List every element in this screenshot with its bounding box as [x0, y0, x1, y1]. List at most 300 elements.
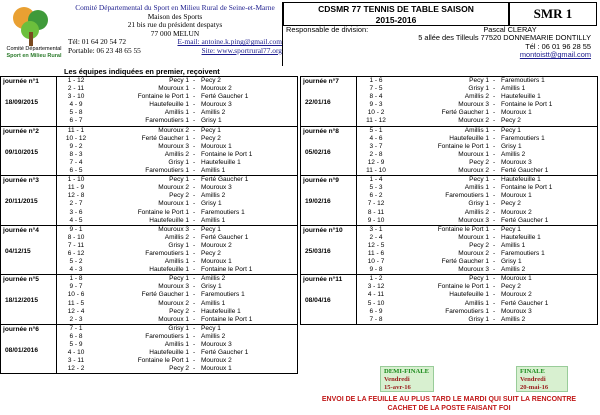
home-team: Faremoutiers 1 — [145, 167, 189, 175]
org-email-link[interactable]: E-mail: antoine.k.ping@gmail.com — [177, 37, 282, 47]
match-pairing: 2 - 4 — [369, 233, 383, 241]
journee-block — [1, 275, 297, 325]
match-pairing: 12 - 4 — [67, 307, 85, 315]
versus-dash: - — [493, 216, 496, 224]
match-row — [357, 200, 597, 208]
match-row — [57, 192, 297, 200]
away-team: Amillis 2 — [201, 192, 226, 200]
journee-label-cell — [301, 77, 357, 126]
away-team: Fontaine le Port 1 — [501, 101, 553, 109]
journee-date: 04/12/15 — [5, 247, 31, 255]
match-pairing: 9 - 7 — [69, 283, 83, 291]
versus-dash: - — [493, 258, 496, 266]
match-row — [357, 77, 597, 85]
versus-dash: - — [493, 291, 496, 299]
away-team: Pecy 2 — [201, 134, 221, 142]
match-pairing: 1 - 8 — [69, 275, 83, 283]
match-pairing: 7 - 5 — [369, 85, 383, 93]
match-list — [57, 176, 297, 225]
journee-number: journée n°10 — [303, 226, 343, 234]
match-row — [57, 159, 297, 167]
match-list — [57, 325, 297, 374]
away-team: Mouroux 2 — [201, 241, 232, 249]
match-row — [57, 117, 297, 125]
away-team: Fontaine le Port 1 — [201, 150, 253, 158]
match-pairing: 3 - 7 — [369, 142, 383, 150]
journee-date: 08/04/16 — [305, 297, 331, 305]
responsable-email-link[interactable]: montoistt@gmail.com — [519, 50, 591, 60]
match-row — [357, 266, 597, 274]
away-team: Pecy 1 — [201, 126, 221, 134]
match-row — [57, 365, 297, 373]
match-row — [57, 291, 297, 299]
versus-dash: - — [193, 192, 196, 200]
home-team-note: Les équipes indiquées en premier, reçoivent — [64, 67, 220, 76]
versus-dash: - — [193, 176, 196, 184]
match-row — [57, 325, 297, 333]
versus-dash: - — [493, 85, 496, 93]
match-list — [357, 77, 597, 126]
match-pairing: 9 - 3 — [369, 101, 383, 109]
versus-dash: - — [493, 299, 496, 307]
versus-dash: - — [493, 200, 496, 208]
versus-dash: - — [493, 101, 496, 109]
versus-dash: - — [193, 77, 196, 84]
match-row — [57, 200, 297, 208]
match-list — [357, 176, 597, 225]
match-row — [57, 135, 297, 143]
away-team: Pecy 2 — [201, 249, 221, 257]
journee-date: 05/02/16 — [305, 148, 331, 156]
match-row — [57, 184, 297, 192]
home-team: Amillis 1 — [164, 258, 189, 266]
versus-dash: - — [193, 349, 196, 357]
home-team: Faremoutiers 1 — [445, 307, 489, 315]
home-team: Pecy 2 — [169, 307, 189, 315]
versus-dash: - — [493, 266, 496, 274]
home-team: Mouroux 3 — [458, 101, 489, 109]
versus-dash: - — [193, 299, 196, 307]
home-team: Amillis 1 — [464, 184, 489, 192]
match-pairing: 8 - 11 — [367, 208, 385, 216]
away-team: Grisy 1 — [201, 200, 222, 208]
match-pairing: 9 - 1 — [69, 225, 83, 233]
versus-dash: - — [193, 200, 196, 208]
away-team: Mouroux 2 — [501, 208, 532, 216]
match-list — [57, 226, 297, 275]
logo-line-2: Sport en Milieu Rural — [6, 53, 62, 59]
home-team: Pecy 1 — [169, 176, 189, 184]
journee-number: journée n°2 — [3, 127, 39, 135]
org-line-2: Maison des Sports — [147, 11, 203, 21]
match-pairing: 2 - 7 — [69, 200, 83, 208]
match-pairing: 3 - 6 — [69, 208, 83, 216]
home-team: Pecy 2 — [169, 365, 189, 373]
match-pairing: 6 - 8 — [69, 332, 83, 340]
versus-dash: - — [493, 192, 496, 200]
versus-dash: - — [193, 341, 196, 348]
match-pairing: 11 - 12 — [366, 117, 386, 125]
away-team: Hautefeuille 1 — [501, 233, 541, 241]
journee-date: 20/11/2015 — [5, 198, 38, 206]
away-team: Faremoutiers 1 — [501, 77, 545, 84]
match-row — [357, 167, 597, 175]
logo-caption — [0, 46, 68, 60]
versus-dash: - — [193, 93, 196, 101]
home-team: Hautefeuille 1 — [149, 101, 189, 109]
match-pairing: 4 - 6 — [369, 134, 383, 142]
responsable-label: Responsable de division: — [286, 25, 369, 34]
match-row — [357, 316, 597, 324]
match-row — [57, 341, 297, 349]
header — [0, 0, 600, 70]
away-team: Pecy 2 — [501, 283, 521, 291]
versus-dash: - — [493, 126, 496, 134]
match-row — [57, 300, 297, 308]
away-team: Fontaine le Port 1 — [201, 266, 253, 274]
versus-dash: - — [193, 357, 196, 365]
versus-dash: - — [493, 283, 496, 291]
versus-dash: - — [493, 315, 496, 323]
versus-dash: - — [193, 117, 196, 125]
match-list — [57, 127, 297, 176]
journee-block — [1, 325, 297, 374]
match-pairing: 1 - 2 — [369, 275, 383, 283]
home-team: Fontaine le Port 1 — [437, 283, 489, 291]
home-team: Amillis 1 — [464, 126, 489, 134]
match-row — [57, 250, 297, 258]
match-row — [357, 109, 597, 117]
versus-dash: - — [493, 275, 496, 283]
home-team: Mouroux 2 — [458, 167, 489, 175]
away-team: Mouroux 2 — [201, 357, 232, 365]
journee-block — [1, 127, 297, 177]
match-row — [57, 316, 297, 324]
home-team: Mouroux 3 — [158, 283, 189, 291]
match-row — [57, 143, 297, 151]
journee-label-cell — [1, 176, 57, 225]
home-team: Grisy 1 — [168, 158, 189, 166]
away-team: Pecy 1 — [201, 324, 221, 332]
match-pairing: 2 - 8 — [369, 150, 383, 158]
home-team: Mouroux 1 — [158, 315, 189, 323]
journee-number: journée n°6 — [3, 325, 39, 333]
away-team: Fontaine le Port 1 — [201, 315, 253, 323]
journee-label-cell — [301, 127, 357, 176]
journee-date: 19/02/16 — [305, 198, 331, 206]
away-team: Mouroux 3 — [201, 101, 232, 109]
match-row — [357, 135, 597, 143]
match-row — [57, 275, 297, 283]
match-pairing: 9 - 8 — [369, 266, 383, 274]
journee-block — [301, 226, 597, 276]
journee-label-cell — [301, 275, 357, 324]
journee-label-cell — [1, 77, 57, 126]
home-team: Amillis 2 — [464, 93, 489, 101]
home-team: Mouroux 3 — [158, 142, 189, 150]
home-team: Fontaine le Port 1 — [437, 142, 489, 150]
match-row — [357, 209, 597, 217]
match-row — [57, 151, 297, 159]
match-pairing: 6 - 12 — [67, 249, 85, 257]
match-row — [57, 109, 297, 117]
match-pairing: 3 - 11 — [67, 357, 85, 365]
away-team: Faremoutiers 1 — [201, 208, 245, 216]
match-pairing: 2 - 3 — [69, 315, 83, 323]
versus-dash: - — [493, 150, 496, 158]
match-row — [357, 176, 597, 184]
match-pairing: 7 - 11 — [67, 241, 85, 249]
match-row — [57, 283, 297, 291]
away-team: Mouroux 3 — [201, 184, 232, 192]
match-row — [57, 266, 297, 274]
match-row — [357, 226, 597, 234]
home-team: Mouroux 2 — [158, 299, 189, 307]
match-row — [57, 101, 297, 109]
home-team: Fontaine le Port 1 — [137, 357, 189, 365]
journee-date: 18/12/2015 — [5, 297, 39, 305]
organization-block — [68, 4, 282, 68]
match-pairing: 3 - 12 — [367, 283, 385, 291]
home-team: Pecy 1 — [469, 275, 489, 283]
fixtures-column-left — [0, 76, 298, 374]
home-team: Hautefeuille 1 — [149, 266, 189, 274]
home-team: Grisy 1 — [468, 315, 489, 323]
match-row — [357, 93, 597, 101]
org-contact-row-2 — [68, 47, 282, 56]
away-team: Mouroux 1 — [201, 365, 232, 373]
match-list — [57, 275, 297, 324]
versus-dash: - — [193, 249, 196, 257]
journee-block — [1, 226, 297, 276]
final-title: FINALE — [520, 368, 545, 375]
journee-label-cell — [1, 127, 57, 176]
match-row — [357, 85, 597, 93]
versus-dash: - — [493, 93, 496, 101]
away-team: Faremoutiers 1 — [501, 249, 545, 257]
home-team: Pecy 1 — [469, 176, 489, 184]
journee-label-cell — [1, 325, 57, 374]
versus-dash: - — [493, 109, 496, 117]
versus-dash: - — [193, 184, 196, 192]
away-team: Mouroux 3 — [501, 307, 532, 315]
versus-dash: - — [493, 233, 496, 241]
match-row — [357, 184, 597, 192]
match-row — [357, 308, 597, 316]
home-team: Faremoutiers 1 — [145, 117, 189, 125]
match-pairing: 12 - 5 — [367, 241, 385, 249]
home-team: Amillis 1 — [164, 341, 189, 348]
away-team: Pecy 1 — [501, 225, 521, 233]
away-team: Ferté Gaucher 1 — [201, 233, 249, 241]
logo-line-1: Comité Départemental — [6, 46, 62, 52]
home-team: Faremoutiers 1 — [145, 332, 189, 340]
org-name: Comité Départemental du Sport en Milieu Rural de Seine-et-Marne — [75, 3, 275, 12]
match-row — [357, 242, 597, 250]
match-pairing: 8 - 10 — [67, 233, 85, 241]
away-team: Ferté Gaucher 1 — [201, 349, 249, 357]
home-team: Grisy 1 — [468, 85, 489, 93]
journee-date: 08/01/2016 — [5, 346, 39, 354]
match-row — [57, 217, 297, 225]
versus-dash: - — [493, 117, 496, 125]
away-team: Faremoutiers 1 — [201, 291, 245, 299]
match-pairing: 5 - 1 — [369, 126, 383, 134]
versus-dash: - — [193, 275, 196, 283]
journee-label-cell — [1, 275, 57, 324]
versus-dash: - — [193, 134, 196, 142]
match-pairing: 9 - 2 — [69, 142, 83, 150]
match-pairing: 8 - 3 — [69, 150, 83, 158]
match-pairing: 5 - 3 — [369, 184, 383, 192]
journee-number: journée n°1 — [3, 78, 39, 85]
match-pairing: 6 - 2 — [369, 192, 383, 200]
home-team: Mouroux 1 — [458, 150, 489, 158]
versus-dash: - — [493, 208, 496, 216]
versus-dash: - — [193, 266, 196, 274]
away-team: Mouroux 3 — [501, 158, 532, 166]
match-pairing: 4 - 10 — [67, 349, 85, 357]
home-team: Pecy 2 — [169, 192, 189, 200]
versus-dash: - — [193, 283, 196, 291]
journee-number: journée n°7 — [303, 78, 339, 85]
match-pairing: 12 - 2 — [67, 365, 85, 373]
versus-dash: - — [193, 315, 196, 323]
org-line-3: 21 bis rue du président despatys — [127, 20, 223, 30]
match-pairing: 1 - 4 — [369, 176, 383, 184]
match-pairing: 1 - 10 — [67, 176, 85, 184]
home-team: Mouroux 1 — [158, 200, 189, 208]
away-team: Mouroux 2 — [201, 85, 232, 93]
versus-dash: - — [193, 241, 196, 249]
versus-dash: - — [493, 158, 496, 166]
versus-dash: - — [493, 184, 496, 192]
match-row — [357, 258, 597, 266]
home-team: Ferté Gaucher 1 — [441, 258, 489, 266]
away-team: Amillis 1 — [201, 167, 226, 175]
semi-final-day: Vendredi — [384, 376, 410, 383]
home-team: Amillis 1 — [464, 299, 489, 307]
match-row — [57, 308, 297, 316]
journee-date: 09/10/2015 — [5, 148, 39, 156]
away-team: Amillis 1 — [201, 299, 226, 307]
match-row — [357, 250, 597, 258]
away-team: Amillis 1 — [501, 241, 526, 249]
home-team: Amillis 2 — [464, 208, 489, 216]
versus-dash: - — [193, 158, 196, 166]
home-team: Grisy 1 — [168, 324, 189, 332]
match-pairing: 12 - 8 — [67, 192, 85, 200]
match-pairing: 7 - 1 — [69, 324, 83, 332]
versus-dash: - — [193, 365, 196, 373]
journee-block — [301, 275, 597, 324]
match-row — [357, 234, 597, 242]
journee-number: journée n°3 — [3, 177, 39, 185]
home-team: Mouroux 3 — [458, 266, 489, 274]
home-team: Pecy 2 — [469, 241, 489, 249]
versus-dash: - — [193, 291, 196, 299]
away-team: Pecy 2 — [501, 200, 521, 208]
journee-date: 18/09/2015 — [5, 99, 39, 106]
match-pairing: 12 - 9 — [367, 158, 385, 166]
match-pairing: 2 - 11 — [67, 85, 85, 93]
match-row — [57, 77, 297, 85]
match-row — [357, 159, 597, 167]
home-team: Mouroux 2 — [158, 126, 189, 134]
away-team: Ferté Gaucher 1 — [201, 176, 249, 184]
match-row — [57, 176, 297, 184]
responsable-tel: Tél : 06 01 96 28 55 — [525, 41, 591, 51]
away-team: Amillis 1 — [501, 85, 526, 93]
away-team: Grisy 1 — [201, 283, 222, 291]
match-row — [357, 291, 597, 299]
match-pairing: 11 - 5 — [67, 299, 85, 307]
responsable-name: Pascal CLERAY — [483, 25, 537, 34]
away-team: Hautefeuille 1 — [501, 93, 541, 101]
journee-block — [301, 77, 597, 127]
match-row — [57, 127, 297, 135]
away-team: Amillis 2 — [501, 266, 526, 274]
away-team: Amillis 2 — [501, 315, 526, 323]
match-row — [57, 93, 297, 101]
match-pairing: 10 - 6 — [67, 291, 85, 299]
away-team: Amillis 1 — [201, 216, 226, 224]
final-day: Vendredi — [520, 376, 546, 383]
away-team: Hautefeuille 1 — [501, 176, 541, 184]
journee-label-cell — [1, 226, 57, 275]
versus-dash: - — [193, 258, 196, 266]
match-pairing: 10 - 12 — [65, 134, 87, 142]
home-team: Faremoutiers 1 — [145, 249, 189, 257]
away-team: Pecy 1 — [501, 126, 521, 134]
match-pairing: 7 - 12 — [367, 200, 385, 208]
versus-dash: - — [193, 332, 196, 340]
season-title — [283, 2, 509, 26]
semi-final-title: DEMI-FINALE — [384, 368, 430, 375]
journee-label-cell — [301, 226, 357, 275]
versus-dash: - — [493, 307, 496, 315]
match-pairing: 11 - 1 — [67, 126, 85, 134]
semi-final-box — [380, 366, 434, 392]
match-pairing: 9 - 10 — [367, 216, 385, 224]
match-pairing: 3 - 10 — [67, 93, 85, 101]
home-team: Hautefeuille 1 — [149, 349, 189, 357]
versus-dash: - — [193, 101, 196, 109]
journee-date: 22/01/16 — [305, 99, 331, 106]
away-team: Hautefeuille 1 — [201, 307, 241, 315]
versus-dash: - — [493, 249, 496, 257]
match-pairing: 6 - 5 — [69, 167, 83, 175]
final-box — [516, 366, 568, 392]
match-pairing: 11 - 9 — [67, 184, 85, 192]
versus-dash: - — [493, 142, 496, 150]
title-line-2: 2015-2016 — [375, 14, 417, 25]
away-team: Amillis 2 — [201, 275, 226, 283]
semi-final-date: 15-avr-16 — [384, 384, 411, 391]
match-row — [357, 275, 597, 283]
home-team: Ferté Gaucher 1 — [441, 109, 489, 117]
away-team: Amillis 2 — [201, 109, 226, 117]
match-pairing: 1 - 6 — [369, 77, 383, 84]
match-pairing: 4 - 5 — [69, 216, 83, 224]
match-pairing: 6 - 7 — [69, 117, 83, 125]
versus-dash: - — [193, 216, 196, 224]
org-site-link[interactable]: Site: www.sportrural77.org — [201, 45, 282, 55]
match-pairing: 5 - 8 — [69, 109, 83, 117]
match-pairing: 4 - 11 — [367, 291, 385, 299]
away-team: Faremoutiers 1 — [501, 134, 545, 142]
match-row — [57, 234, 297, 242]
